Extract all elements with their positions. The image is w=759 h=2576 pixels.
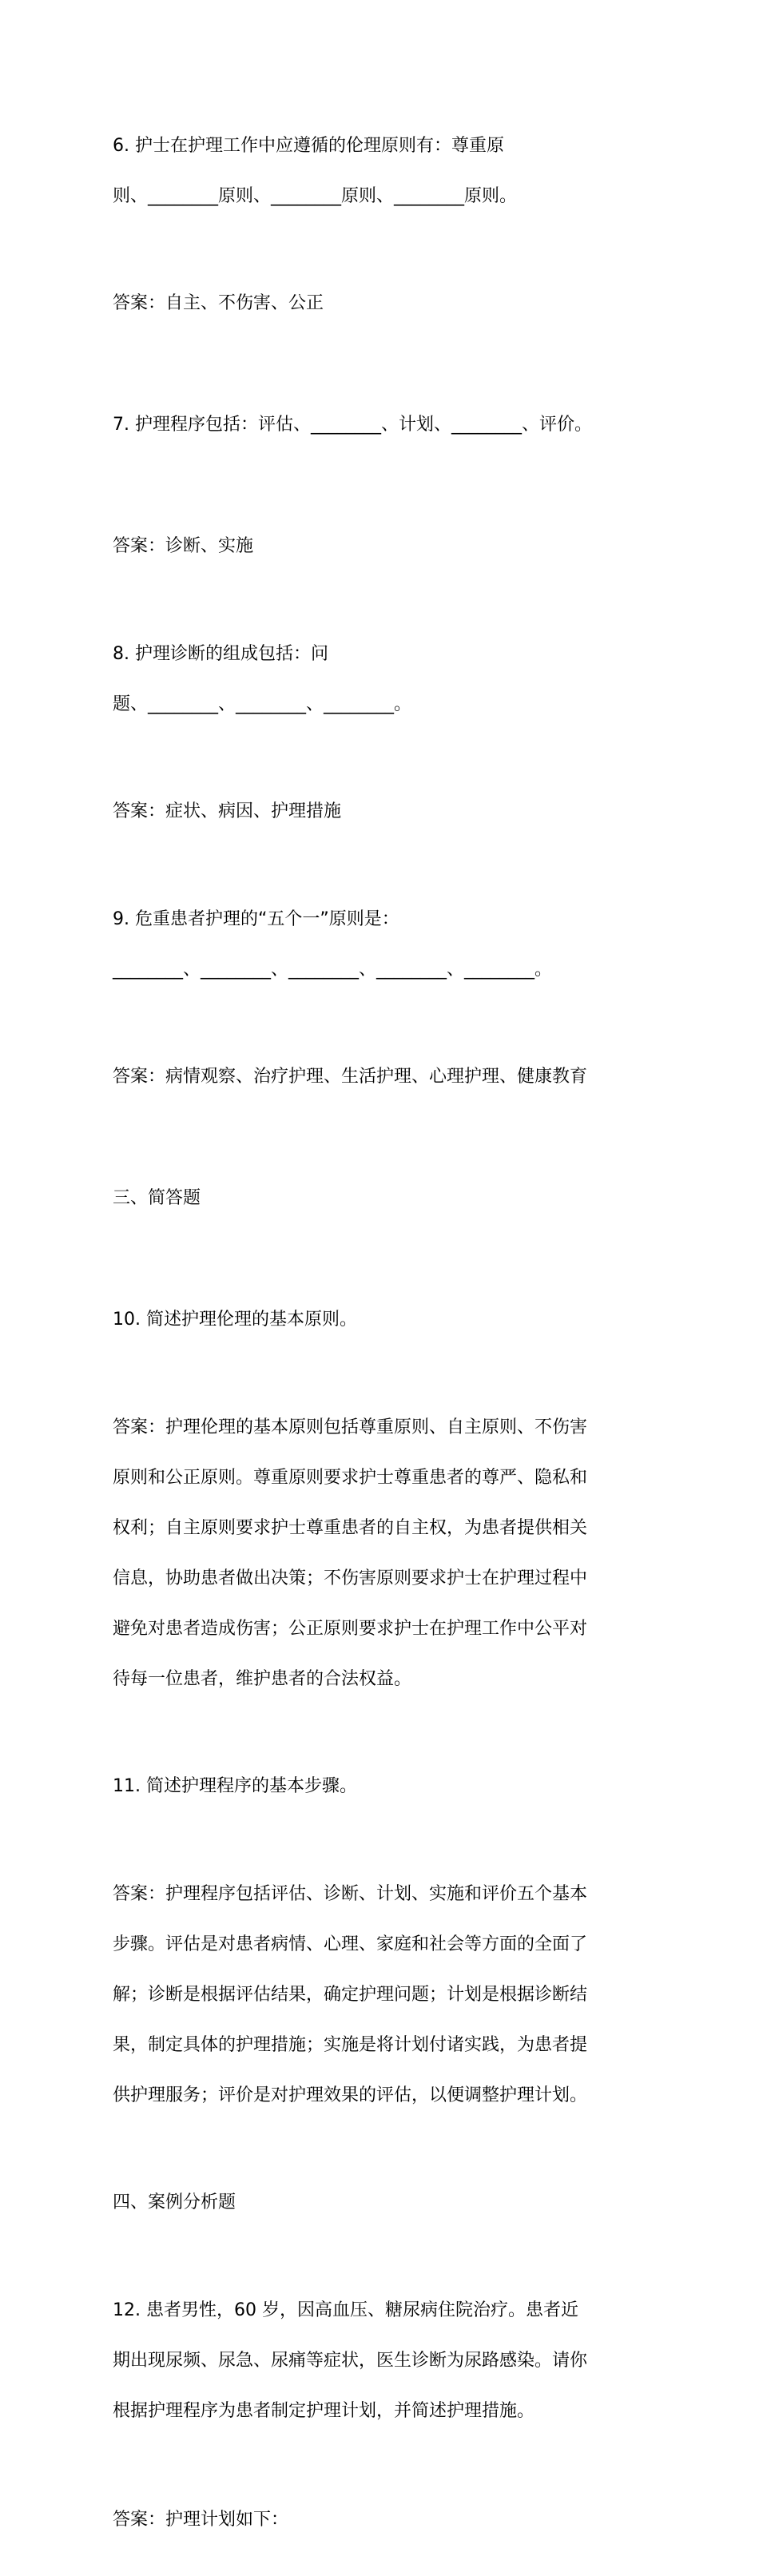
text-line: 12. 患者男性，60 岁，因高血压、糖尿病住院治疗。患者近 <box>113 2300 578 2320</box>
text-line: 答案：护理计划如下： <box>113 2510 289 2530</box>
answer-12 <box>113 2464 650 2576</box>
section-heading-4 <box>113 2147 650 2259</box>
text-line: 11. 简述护理程序的基本步骤。 <box>113 1776 357 1796</box>
text-line: 10. 简述护理伦理的基本原则。 <box>113 1310 357 1330</box>
text-line: 6. 护士在护理工作中应遵循的伦理原则有：尊重原 <box>113 136 504 156</box>
text-line: 供护理服务；评价是对护理效果的评估，以便调整护理计划。 <box>113 2085 588 2105</box>
question-7 <box>113 369 650 481</box>
answer-8 <box>113 756 650 868</box>
answer-9 <box>113 1021 650 1133</box>
section-heading-3 <box>113 1143 650 1254</box>
text-line: 待每一位患者，维护患者的合法权益。 <box>113 1669 412 1689</box>
text-line: 根据护理程序为患者制定护理计划，并简述护理措施。 <box>113 2401 535 2421</box>
text-line: 避免对患者造成伤害；公正原则要求护士在护理工作中公平对 <box>113 1619 588 1639</box>
text-line: 答案：症状、病因、护理措施 <box>113 801 342 821</box>
question-11 <box>113 1731 650 1843</box>
text-line: 四、案例分析题 <box>113 2192 236 2212</box>
question-12 <box>113 2268 650 2453</box>
answer-11 <box>113 1852 650 2137</box>
question-8 <box>113 612 650 746</box>
text-line: 答案：诊断、实施 <box>113 536 254 556</box>
answer-10 <box>113 1385 650 1721</box>
text-line: 解；诊断是根据评估结果，确定护理问题；计划是根据诊断结 <box>113 1985 588 2005</box>
question-9 <box>113 877 650 1012</box>
text-line: 7. 护理程序包括：评估、________、计划、________、评价。 <box>113 415 592 435</box>
text-line: 8. 护理诊断的组成包括：问 <box>113 644 328 664</box>
text-line: 则、________原则、________原则、________原则。 <box>113 186 518 206</box>
text-line: 权利；自主原则要求护士尊重患者的自主权，为患者提供相关 <box>113 1518 588 1538</box>
text-line: 答案：病情观察、治疗护理、生活护理、心理护理、健康教育 <box>113 1067 588 1087</box>
text-line: 9. 危重患者护理的“五个一”原则是： <box>113 909 399 929</box>
document-page <box>113 104 650 2576</box>
text-line: 期出现尿频、尿急、尿痛等症状，医生诊断为尿路感染。请你 <box>113 2351 588 2371</box>
answer-7 <box>113 491 650 602</box>
text-line: 果，制定具体的护理措施；实施是将计划付诸实践，为患者提 <box>113 2035 588 2055</box>
text-line: 答案：护理伦理的基本原则包括尊重原则、自主原则、不伤害 <box>113 1417 588 1437</box>
text-line: 答案：护理程序包括评估、诊断、计划、实施和评价五个基本 <box>113 1884 588 1904</box>
text-line: 题、________、________、________。 <box>113 694 412 714</box>
text-line: 步骤。评估是对患者病情、心理、家庭和社会等方面的全面了 <box>113 1934 588 1954</box>
text-line: 三、简答题 <box>113 1188 201 1208</box>
question-6 <box>113 104 650 238</box>
text-line: 原则和公正原则。尊重原则要求护士尊重患者的尊严、隐私和 <box>113 1468 588 1488</box>
question-10 <box>113 1264 650 1376</box>
answer-6 <box>113 248 650 360</box>
text-line: ________、________、________、________、________。 <box>113 960 553 980</box>
text-line: 答案：自主、不伤害、公正 <box>113 293 324 313</box>
text-line: 信息，协助患者做出决策；不伤害原则要求护士在护理过程中 <box>113 1568 588 1588</box>
